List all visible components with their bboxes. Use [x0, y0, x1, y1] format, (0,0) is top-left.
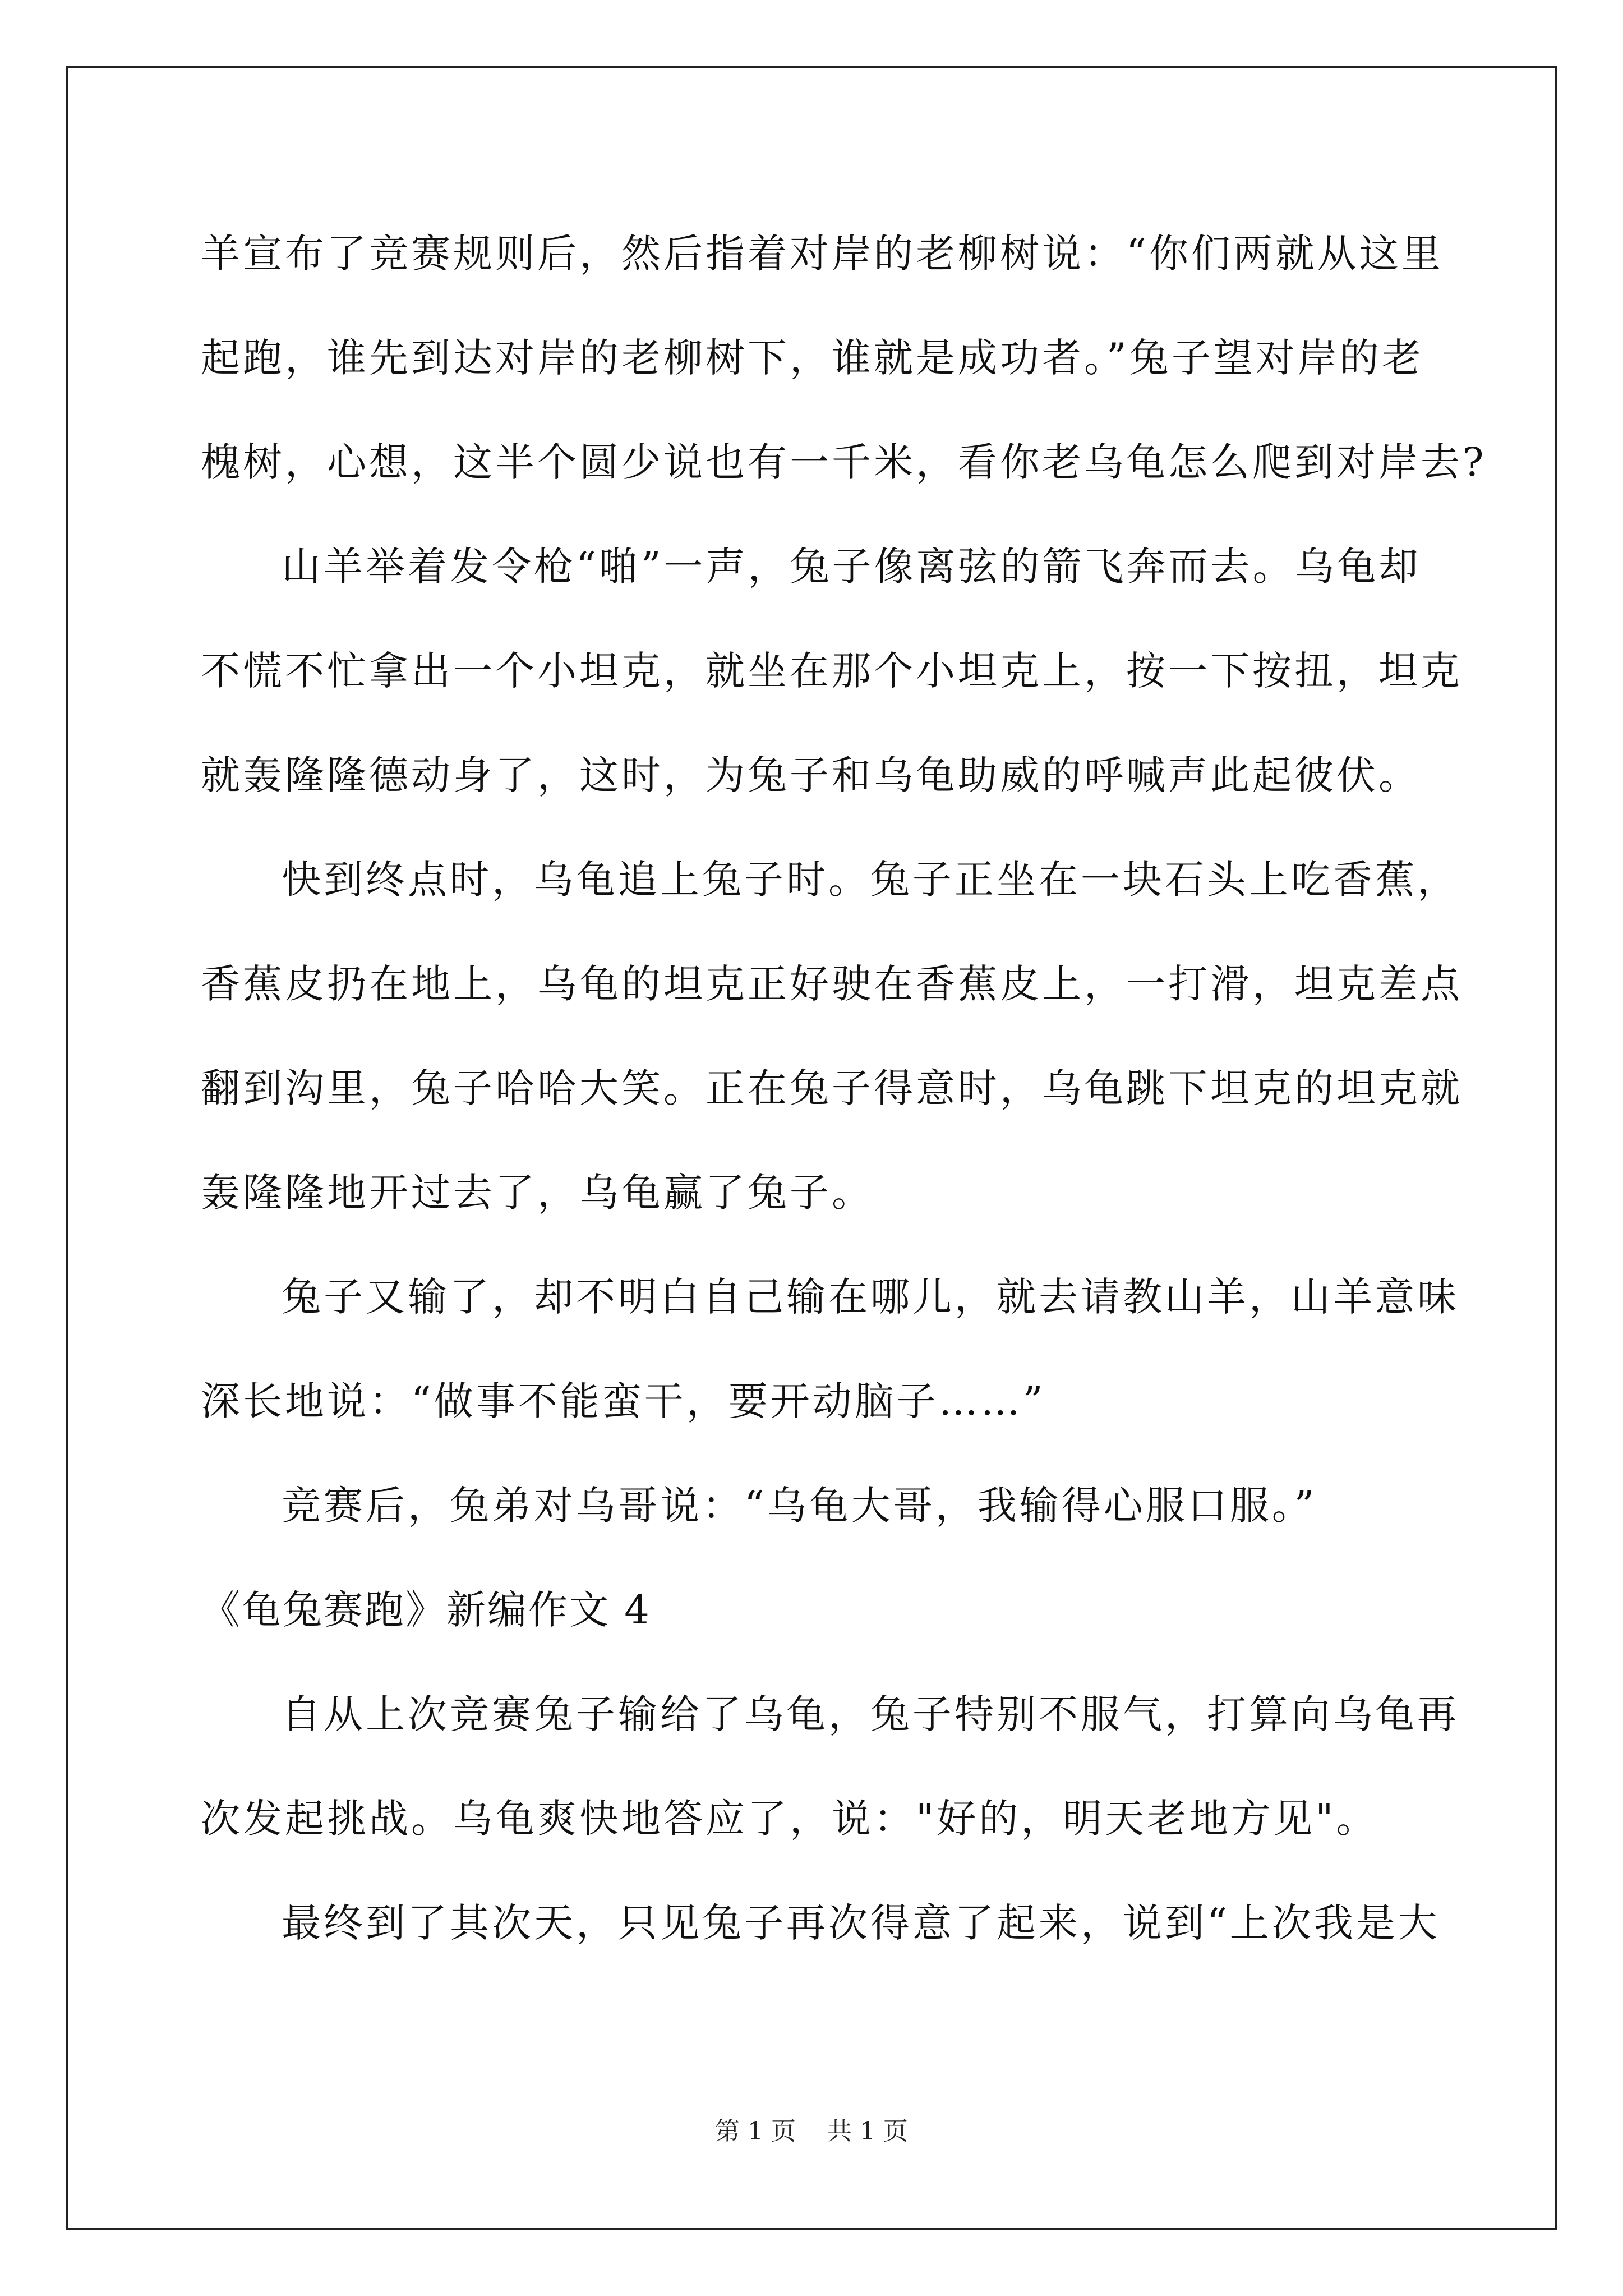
text-line: 轰隆隆地开过去了，乌龟赢了兔子。	[201, 1170, 874, 1216]
paragraph-start-line: 自从上次竞赛兔子输给了乌龟，兔子特别不服气，打算向乌龟再	[282, 1691, 1459, 1737]
text-line: 次发起挑战。乌龟爽快地答应了，说："好的，明天老地方见"。	[201, 1796, 1378, 1842]
text-line: 翻到沟里，兔子哈哈大笑。正在兔子得意时，乌龟跳下坦克的坦克就	[201, 1065, 1463, 1111]
paragraph-start-line: 兔子又输了，却不明白自己输在哪儿，就去请教山羊，山羊意味	[282, 1274, 1459, 1320]
page-total: 共 1 页	[827, 2117, 908, 2146]
text-line: 起跑，谁先到达对岸的老柳树下，谁就是成功者。”兔子望对岸的老	[201, 335, 1424, 381]
text-line: 不慌不忙拿出一个小坦克，就坐在那个小坦克上，按一下按扭，坦克	[201, 648, 1463, 694]
text-line: 槐树，心想，这半个圆少说也有一千米，看你老乌龟怎么爬到对岸去?	[201, 439, 1487, 485]
section-heading: 《龟兔赛跑》新编作文 4	[201, 1587, 651, 1633]
paragraph-start-line: 快到终点时，乌龟追上兔子时。兔子正坐在一块石头上吃香蕉，	[282, 857, 1459, 903]
page-footer	[0, 2115, 1623, 2148]
paragraph-start-line: 山羊举着发令枪“啪”一声，兔子像离弦的箭飞奔而去。乌龟却	[282, 544, 1421, 590]
text-line: 羊宣布了竞赛规则后，然后指着对岸的老柳树说：“你们两就从这里	[201, 231, 1444, 277]
paragraph-start-line: 最终到了其次天，只见兔子再次得意了起来，说到“上次我是大	[282, 1900, 1440, 1946]
text-line: 香蕉皮扔在地上，乌龟的坦克正好驶在香蕉皮上，一打滑，坦克差点	[201, 961, 1463, 1007]
text-line: 就轰隆隆德动身了，这时，为兔子和乌龟助威的呼喊声此起彼伏。	[201, 752, 1421, 798]
paragraph-start-line: 竞赛后，兔弟对乌哥说：“乌龟大哥，我输得心服口服。”	[282, 1483, 1317, 1529]
text-line: 深长地说：“做事不能蛮干，要开动脑子……”	[201, 1378, 1046, 1424]
page-number: 第 1 页	[715, 2117, 796, 2146]
